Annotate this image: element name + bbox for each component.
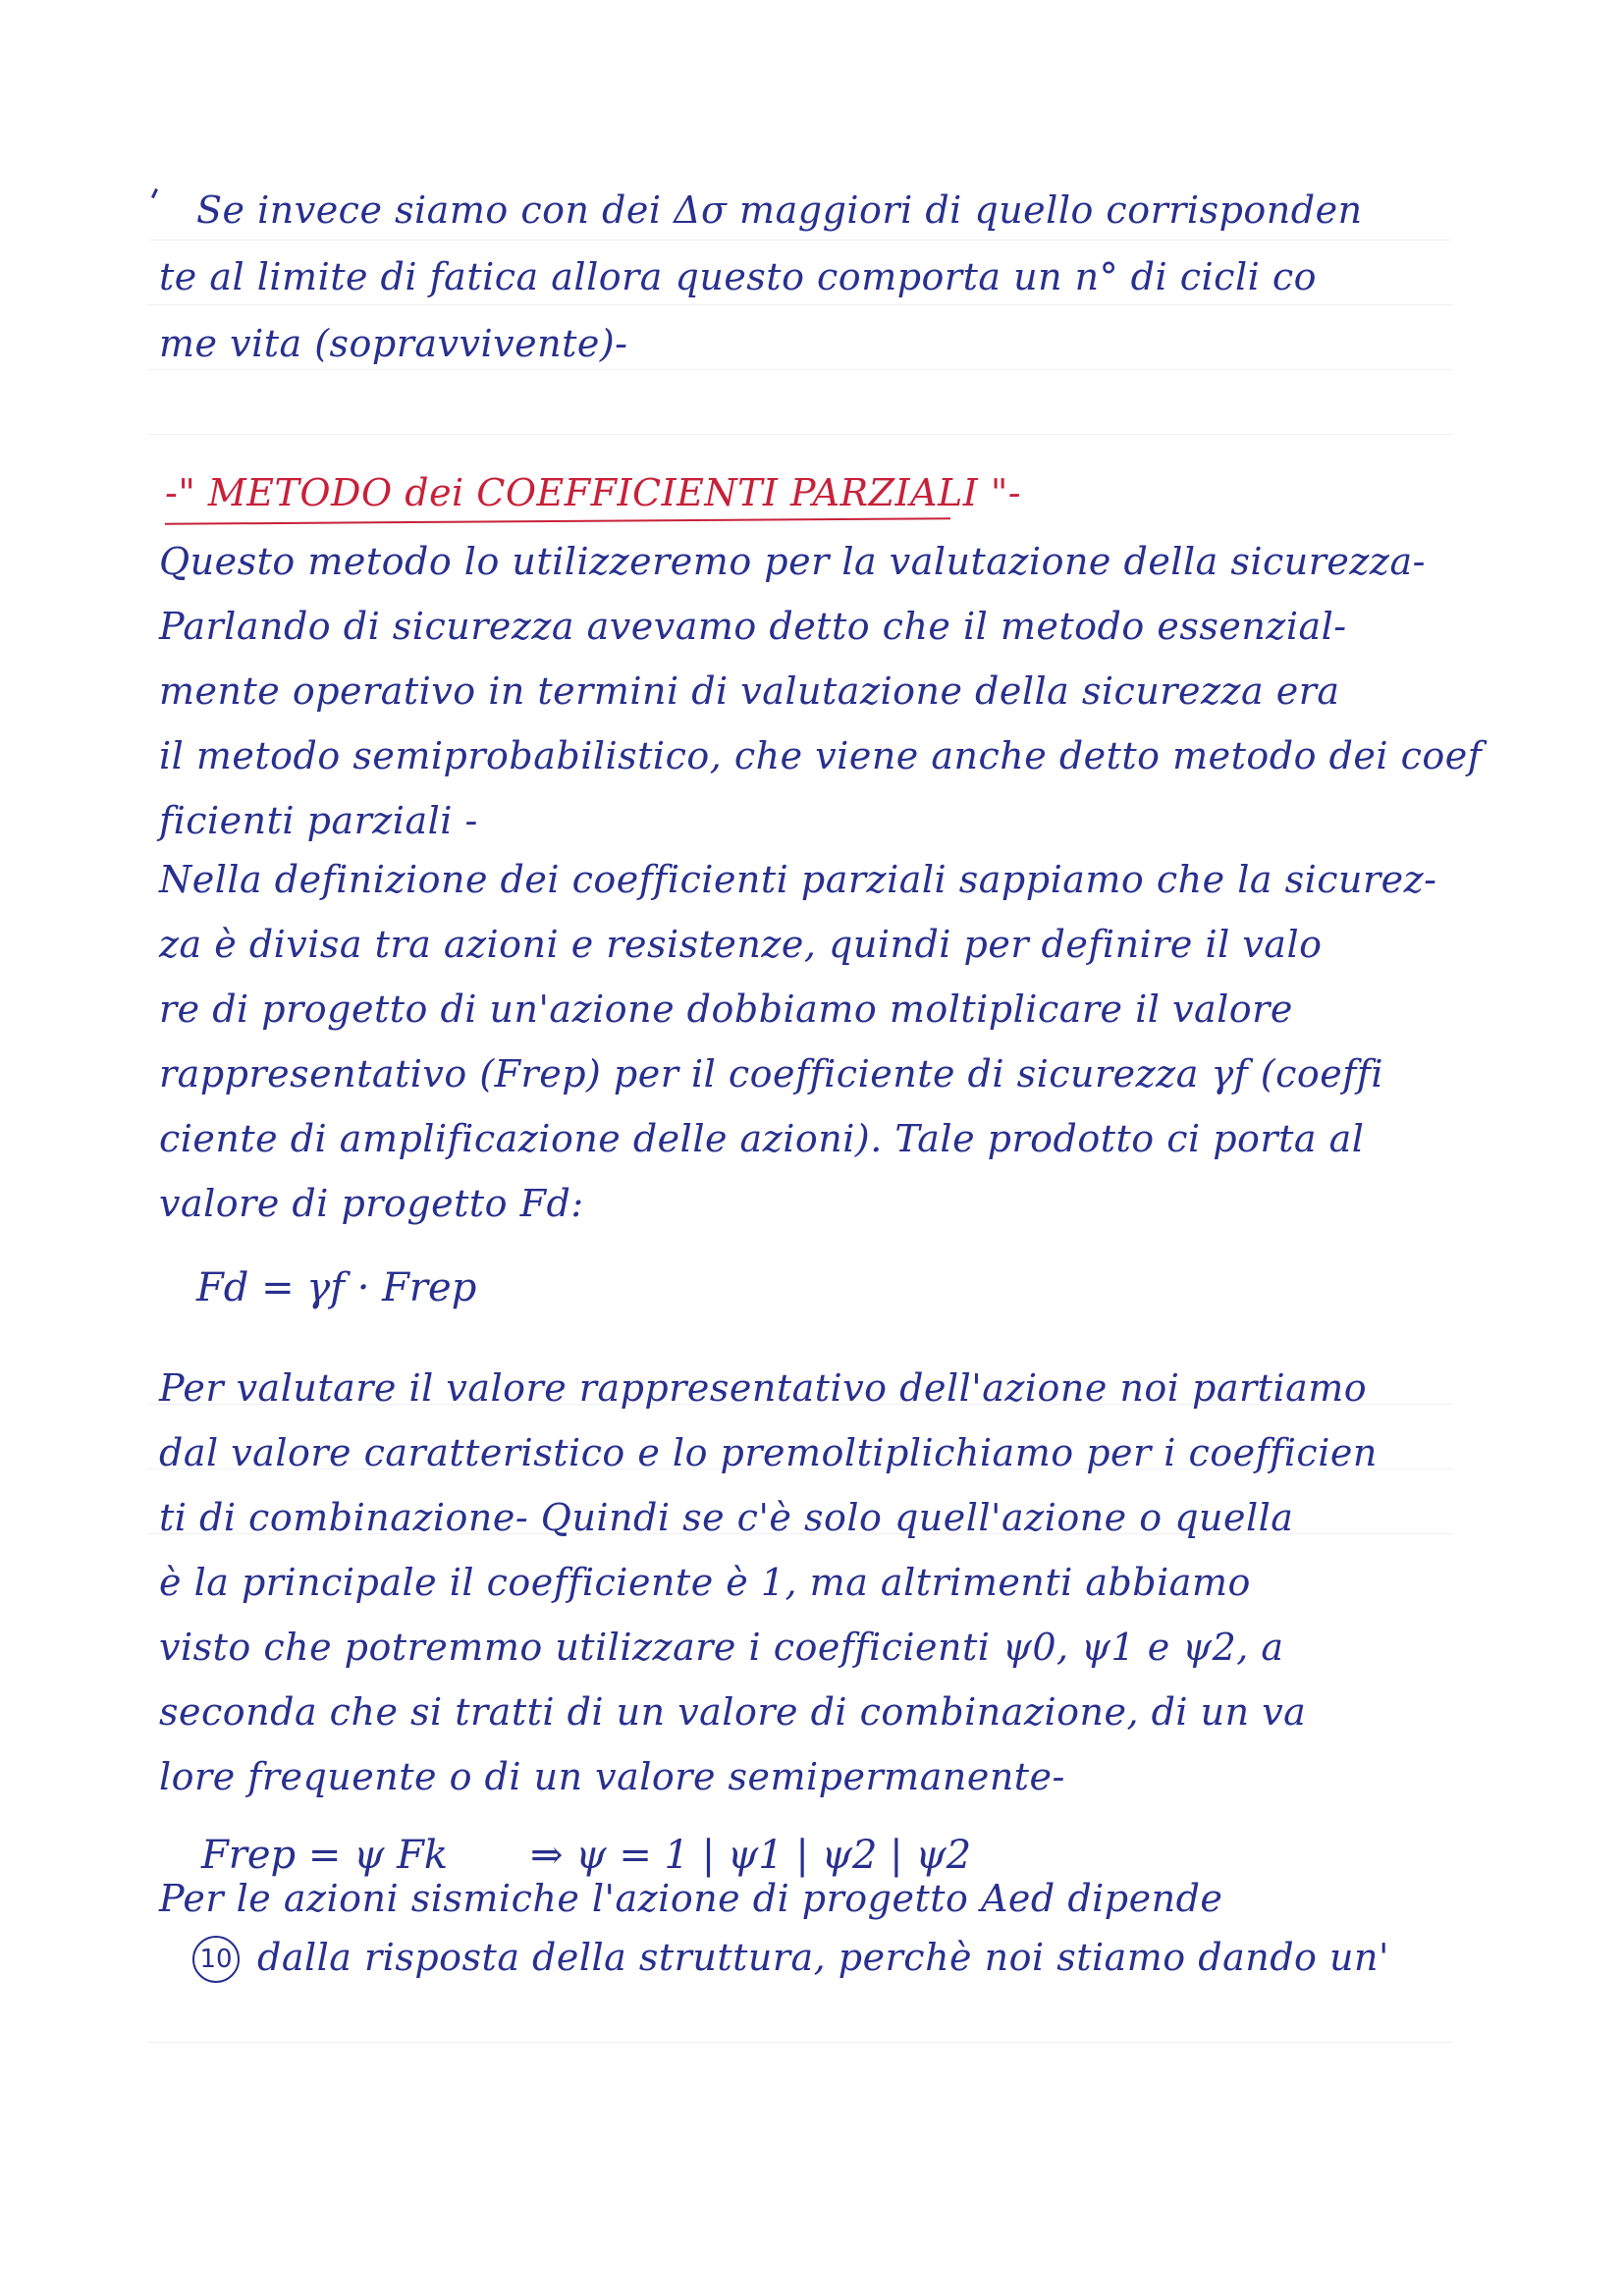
text-line: lore frequente o di un valore semipermanente-: [159, 1755, 1065, 1798]
text-line: ficienti parziali -: [159, 799, 478, 842]
pen-mark: [151, 188, 158, 198]
heading-underline: [165, 517, 950, 525]
text-line: dalla risposta della struttura, perchè noi stiamo dando un': [257, 1936, 1389, 1979]
text-line: Per le azioni sismiche l'azione di progetto Aed dipende: [159, 1877, 1223, 1920]
text-line: rappresentativo (Frep) per il coefficiente di sicurezza γf (coeffi: [159, 1052, 1384, 1095]
ruling-line: [147, 304, 1453, 305]
text-line: dal valore caratteristico e lo premoltiplichiamo per i coefficien: [159, 1431, 1378, 1474]
page-number-badge: 10: [192, 1936, 240, 1983]
text-line: Questo metodo lo utilizzeremo per la valutazione della sicurezza-: [159, 540, 1426, 583]
text-line: Per valutare il valore rappresentativo dell'azione noi partiamo: [159, 1366, 1368, 1410]
ruling-line: [147, 369, 1453, 370]
text-line: re di progetto di un'azione dobbiamo moltiplicare il valore: [159, 988, 1293, 1031]
text-line: ciente di amplificazione delle azioni). Tale prodotto ci porta al: [159, 1117, 1365, 1160]
ruling-line: [147, 434, 1453, 435]
text-line: visto che potremmo utilizzare i coefficienti ψ0, ψ1 e ψ2, a: [159, 1626, 1284, 1669]
formula-psi-values: ⇒ ψ = 1 | ψ1 | ψ2 | ψ2: [530, 1833, 972, 1878]
text-line: Se invece siamo con dei Δσ maggiori di quello corrisponden: [196, 188, 1363, 232]
text-line: me vita (sopravvivente)-: [159, 322, 628, 365]
formula-representative-value: Frep = ψ Fk: [201, 1833, 449, 1878]
text-line: za è divisa tra azioni e resistenze, quindi per definire il valo: [159, 923, 1323, 966]
text-line: valore di progetto Fd:: [159, 1182, 584, 1225]
text-line: ti di combinazione- Quindi se c'è solo quell'azione o quella: [159, 1496, 1294, 1539]
text-line: mente operativo in termini di valutazione della sicurezza era: [159, 669, 1340, 713]
ruling-line: [147, 2042, 1453, 2043]
section-heading: -" METODO dei COEFFICIENTI PARZIALI "-: [165, 471, 1022, 514]
text-line: è la principale il coefficiente è 1, ma altrimenti abbiamo: [159, 1561, 1251, 1604]
text-line: te al limite di fatica allora questo comporta un n° di cicli co: [159, 255, 1317, 298]
text-line: seconda che si tratti di un valore di combinazione, di un va: [159, 1690, 1307, 1734]
text-line: Nella definizione dei coefficienti parziali sappiamo che la sicurez-: [159, 858, 1437, 901]
text-line: il metodo semiprobabilistico, che viene anche detto metodo dei coef: [159, 734, 1483, 777]
formula-design-value: Fd = γf · Frep: [196, 1265, 477, 1310]
text-line: Parlando di sicurezza avevamo detto che il metodo essenzial-: [159, 605, 1347, 648]
